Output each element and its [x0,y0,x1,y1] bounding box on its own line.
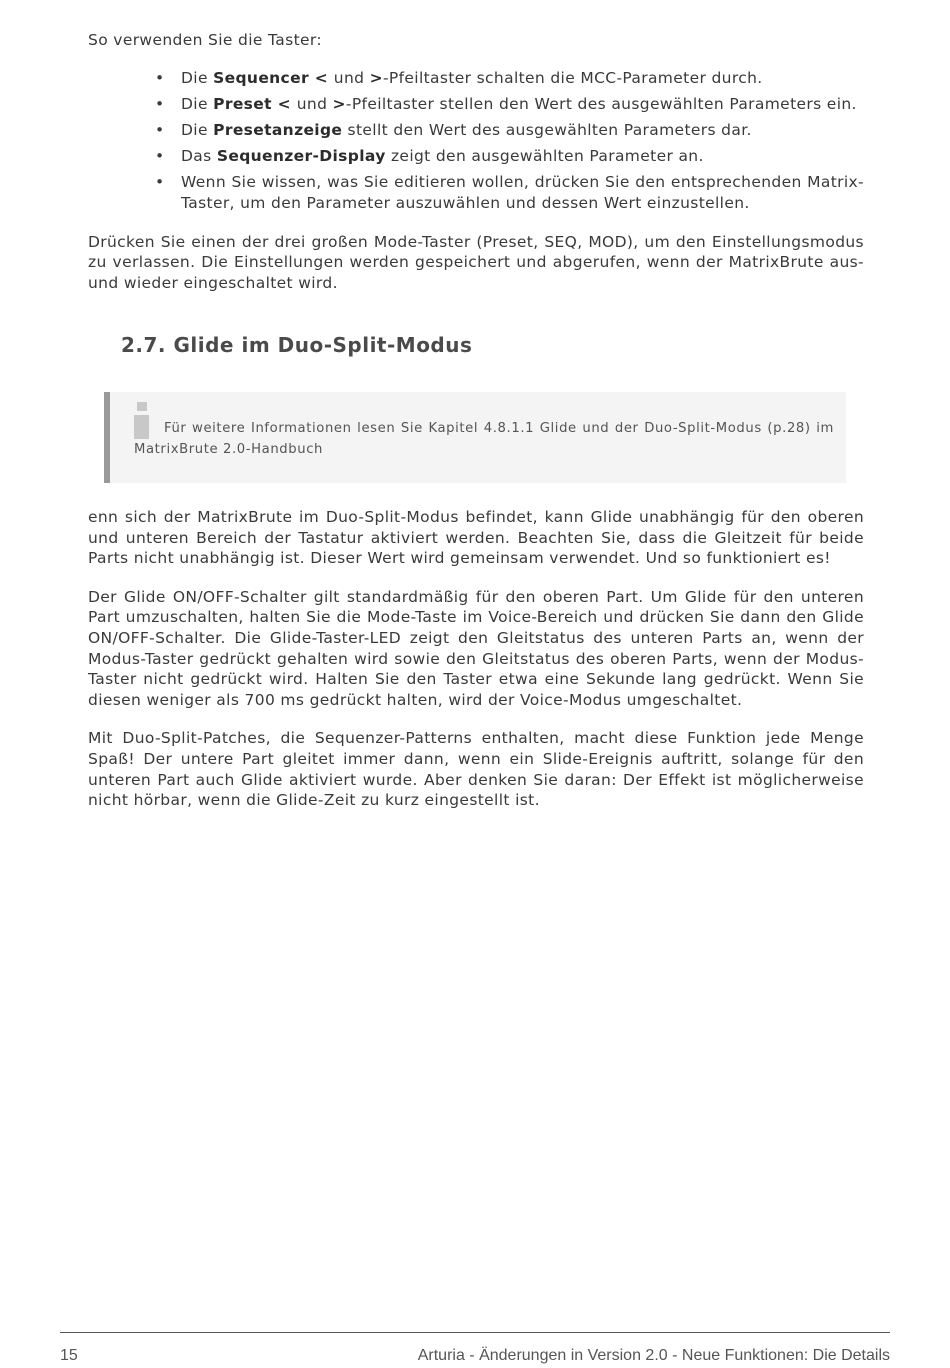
list-item [181,94,864,115]
list-item [181,68,864,89]
list-item-bold: Preset < [213,94,297,113]
button-usage-list [88,68,864,214]
list-item-bold: > [369,68,383,87]
paragraph-sequencer-patterns: Mit Duo-Split-Patches, die Sequenzer-Patterns enthalten, macht diese Funktion jede Menge Spaß! Der untere Part gleitet immer dann, wenn ein Slide-Ereignis auftritt, solange für den unteren Part auch Glide aktiviert wurde. Aber denken Sie daran: Der Effekt ist möglicherweise nicht hörbar, wenn die Glide-Zeit zu kurz eingestellt ist. [88,729,864,810]
info-note [104,392,846,483]
list-item-text: Die [181,68,214,87]
main-content [88,30,864,311]
list-item-text: Die [181,120,214,139]
list-item: • Wenn Sie wissen, was Sie editieren wollen, drücken Sie den entsprechenden Matrix-Taster, um den Parameter auszuwählen und dessen Wert einzustellen. [181,172,864,213]
list-item-bold: Presetanzeige [213,120,343,139]
list-item-text: und [333,68,370,87]
list-item-bold: > [332,94,346,113]
list-item-text: zeigt den ausgewählten Parameter an. [385,147,704,166]
section-body [88,507,864,829]
list-item [181,120,864,141]
list-item-text: Die [181,94,214,113]
list-item-bold: Sequencer < [213,68,334,87]
list-item-bold: Sequenzer-Display [216,147,386,166]
paragraph-glide-switch: Der Glide ON/OFF-Schalter gilt standardmäßig für den oberen Part. Um Glide für den unteren Part umzuschalten, halten Sie die Mode-Taste im Voice-Bereich und drücken Sie dann den Glide ON/OFF-Schalter. Die Glide-Taster-LED zeigt den Gleitstatus des unteren Parts an, wenn der Modus-Taster gedrückt gehalten wird sowie den Gleitstatus des oberen Parts, wenn der Modus-Taster nicht gedrückt wird. Halten Sie den Taster etwa eine Sekunde lang gedrückt. Wenn Sie diesen weniger als 700 ms gedrückt halten, wird der Voice-Modus umgeschaltet. [88,587,864,709]
info-note-text: Für weitere Informationen lesen Sie Kapitel 4.8.1.1 Glide und der Duo-Split-Modus (p.28) im MatrixBrute 2.0-Handbuch [134,421,834,457]
footer-title: Arturia - Änderungen in Version 2.0 - Neue Funktionen: Die Details [417,1347,890,1364]
list-item-text: stellt den Wert des ausgewählten Parameters dar. [342,120,752,139]
list-item-text: -Pfeiltaster stellen den Wert des ausgewählten Parameters ein. [345,94,857,113]
list-item [181,146,864,167]
page-number: 15 [60,1347,78,1364]
section-heading: 2.7. Glide im Duo-Split-Modus [121,333,473,357]
list-item-text: -Pfeiltaster schalten die MCC-Parameter durch. [382,68,763,87]
list-item-text: und [296,94,333,113]
list-item-text: Das [181,147,217,166]
intro-text: So verwenden Sie die Taster: [88,31,322,49]
footer-divider [60,1332,890,1333]
paragraph-duo-split: enn sich der MatrixBrute im Duo-Split-Modus befindet, kann Glide unabhängig für den oberen und unteren Bereich der Tastatur aktiviert werden. Beachten Sie, dass die Gleitzeit für beide Parts nicht unabhängig ist. Dieser Wert wird gemeinsam verwendet. Und so funktioniert es! [88,508,864,568]
paragraph-exit-settings: Drücken Sie einen der drei großen Mode-Taster (Preset, SEQ, MOD), um den Einstellungsmodus zu verlassen. Die Einstellungen werden gespeichert und abgerufen, wenn der MatrixBrute aus- und wieder eingeschaltet wird. [88,232,864,292]
